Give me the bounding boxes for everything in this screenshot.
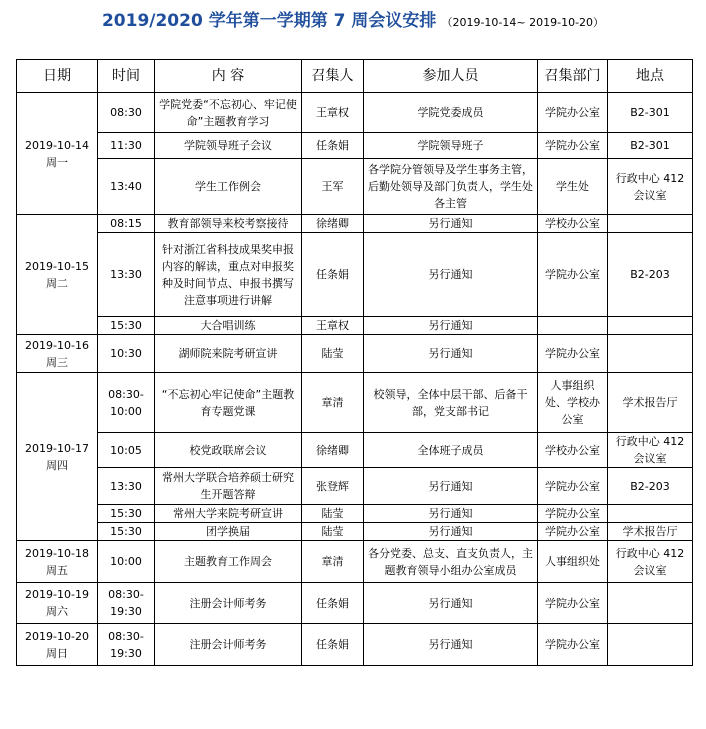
date-text: 2019-10-16 bbox=[25, 338, 89, 352]
convener-cell: 张登辉 bbox=[302, 468, 364, 505]
place-cell: B2-203 bbox=[608, 468, 693, 505]
convener-cell: 章清 bbox=[302, 541, 364, 583]
convener-cell: 任条娟 bbox=[302, 133, 364, 159]
time-cell: 08:30 bbox=[98, 93, 155, 133]
time-cell: 10:00 bbox=[98, 541, 155, 583]
weekday-text: 周五 bbox=[46, 563, 68, 577]
date-cell bbox=[17, 93, 98, 215]
date-cell bbox=[17, 373, 98, 541]
convener-cell: 任条娟 bbox=[302, 583, 364, 624]
time-cell: 08:30-19:30 bbox=[98, 624, 155, 666]
content-cell: 主题教育工作周会 bbox=[155, 541, 302, 583]
date-cell bbox=[17, 541, 98, 583]
department-cell: 人事组织处 bbox=[538, 541, 608, 583]
content-cell: 大合唱训练 bbox=[155, 317, 302, 335]
table-row bbox=[17, 523, 693, 541]
weekday-text: 周四 bbox=[46, 458, 68, 472]
table-row bbox=[17, 233, 693, 317]
attendees-cell: 另行通知 bbox=[364, 233, 538, 317]
attendees-cell: 另行通知 bbox=[364, 215, 538, 233]
table-row bbox=[17, 583, 693, 624]
attendees-cell: 另行通知 bbox=[364, 583, 538, 624]
header-place: 地点 bbox=[608, 60, 693, 93]
time-cell: 10:30 bbox=[98, 335, 155, 373]
date-cell bbox=[17, 215, 98, 335]
table-row bbox=[17, 159, 693, 215]
place-cell: B2-301 bbox=[608, 133, 693, 159]
table-row bbox=[17, 133, 693, 159]
time-cell: 11:30 bbox=[98, 133, 155, 159]
table-row bbox=[17, 317, 693, 335]
weekday-text: 周六 bbox=[46, 605, 68, 618]
department-cell: 学校办公室 bbox=[538, 433, 608, 468]
attendees-cell: 校领导，全体中层干部、后备干部，党支部书记 bbox=[364, 373, 538, 433]
time-cell: 15:30 bbox=[98, 523, 155, 541]
convener-cell: 任条娟 bbox=[302, 624, 364, 666]
content-cell: 注册会计师考务 bbox=[155, 624, 302, 666]
convener-cell: 章清 bbox=[302, 373, 364, 433]
table-row bbox=[17, 468, 693, 505]
convener-cell: 陆莹 bbox=[302, 505, 364, 523]
date-cell bbox=[17, 583, 98, 624]
weekday-text: 周二 bbox=[46, 276, 68, 290]
place-cell: 学术报告厅 bbox=[608, 523, 693, 541]
place-cell: B2-203 bbox=[608, 233, 693, 317]
header-date: 日期 bbox=[17, 60, 98, 93]
convener-cell: 王章权 bbox=[302, 93, 364, 133]
date-text: 2019-10-20 bbox=[25, 629, 89, 643]
time-cell: 15:30 bbox=[98, 317, 155, 335]
time-cell: 08:30-10:00 bbox=[98, 373, 155, 433]
place-cell bbox=[608, 505, 693, 523]
table-row bbox=[17, 335, 693, 373]
content-cell: 针对浙江省科技成果奖申报内容的解读，重点对申报奖种及时间节点、申报书撰写注意事项进行讲解 bbox=[155, 233, 302, 317]
table-row bbox=[17, 373, 693, 433]
place-cell: B2-301 bbox=[608, 93, 693, 133]
content-cell: 校党政联席会议 bbox=[155, 433, 302, 468]
time-cell: 15:30 bbox=[98, 505, 155, 523]
department-cell: 学院办公室 bbox=[538, 93, 608, 133]
content-cell: 注册会计师考务 bbox=[155, 583, 302, 624]
table-row bbox=[17, 215, 693, 233]
time-cell: 08:15 bbox=[98, 215, 155, 233]
time-cell: 10:05 bbox=[98, 433, 155, 468]
convener-cell: 陆莹 bbox=[302, 335, 364, 373]
content-cell: 教育部领导来校考察接待 bbox=[155, 215, 302, 233]
department-cell: 学院办公室 bbox=[538, 233, 608, 317]
header-department: 召集部门 bbox=[538, 60, 608, 93]
convener-cell: 任条娟 bbox=[302, 233, 364, 317]
department-cell: 学院办公室 bbox=[538, 505, 608, 523]
department-cell: 学院办公室 bbox=[538, 624, 608, 666]
place-cell: 学术报告厅 bbox=[608, 373, 693, 433]
time-cell: 13:30 bbox=[98, 233, 155, 317]
attendees-cell: 另行通知 bbox=[364, 505, 538, 523]
date-text: 2019-10-17 bbox=[25, 441, 89, 455]
content-cell: 常州大学来院考研宣讲 bbox=[155, 505, 302, 523]
date-cell bbox=[17, 335, 98, 373]
table-row bbox=[17, 93, 693, 133]
attendees-cell: 各学院分管领导及学生事务主管，后勤处领导及部门负责人，学生处各主管 bbox=[364, 159, 538, 215]
schedule-body bbox=[17, 93, 693, 666]
table-row bbox=[17, 541, 693, 583]
header-content: 内 容 bbox=[155, 60, 302, 93]
department-cell: 学院办公室 bbox=[538, 468, 608, 505]
attendees-cell: 另行通知 bbox=[364, 468, 538, 505]
department-cell: 学生处 bbox=[538, 159, 608, 215]
attendees-cell: 另行通知 bbox=[364, 624, 538, 666]
attendees-cell: 各分党委、总支、直支负责人，主题教育领导小组办公室成员 bbox=[364, 541, 538, 583]
date-text: 2019-10-15 bbox=[25, 259, 89, 273]
title-main: 2019/2020 学年第一学期第 7 周会议安排 bbox=[101, 11, 437, 31]
meeting-schedule-table bbox=[16, 59, 693, 666]
title-date-range: （2019-10-14~ 2019-10-20） bbox=[441, 16, 605, 29]
attendees-cell: 另行通知 bbox=[364, 317, 538, 335]
content-cell: 学院领导班子会议 bbox=[155, 133, 302, 159]
attendees-cell: 另行通知 bbox=[364, 523, 538, 541]
place-cell bbox=[608, 624, 693, 666]
content-cell: 学生工作例会 bbox=[155, 159, 302, 215]
time-cell: 13:40 bbox=[98, 159, 155, 215]
content-cell: “不忘初心牢记使命”主题教育专题党课 bbox=[155, 373, 302, 433]
header-time: 时间 bbox=[98, 60, 155, 93]
place-cell bbox=[608, 215, 693, 233]
content-cell: 团学换届 bbox=[155, 523, 302, 541]
department-cell: 学院办公室 bbox=[538, 133, 608, 159]
header-row bbox=[17, 60, 693, 93]
table-row bbox=[17, 505, 693, 523]
attendees-cell: 学院党委成员 bbox=[364, 93, 538, 133]
header-attendees: 参加人员 bbox=[364, 60, 538, 93]
time-cell: 13:30 bbox=[98, 468, 155, 505]
place-cell bbox=[608, 583, 693, 624]
table-row bbox=[17, 433, 693, 468]
attendees-cell: 全体班子成员 bbox=[364, 433, 538, 468]
content-cell: 常州大学联合培养硕士研究生开题答辩 bbox=[155, 468, 302, 505]
department-cell: 学院办公室 bbox=[538, 583, 608, 624]
place-cell: 行政中心 412 会议室 bbox=[608, 159, 693, 215]
date-text: 2019-10-14 bbox=[25, 138, 89, 152]
table-row bbox=[17, 624, 693, 666]
weekday-text: 周三 bbox=[46, 355, 68, 369]
content-cell: 湖师院来院考研宣讲 bbox=[155, 335, 302, 373]
convener-cell: 王军 bbox=[302, 159, 364, 215]
header-convener: 召集人 bbox=[302, 60, 364, 93]
weekday-text: 周日 bbox=[46, 646, 68, 660]
content-cell: 学院党委“不忘初心、牢记使命”主题教育学习 bbox=[155, 93, 302, 133]
date-text: 2019-10-19 bbox=[25, 588, 89, 601]
attendees-cell: 学院领导班子 bbox=[364, 133, 538, 159]
place-cell bbox=[608, 335, 693, 373]
convener-cell: 陆莹 bbox=[302, 523, 364, 541]
convener-cell: 徐绪卿 bbox=[302, 433, 364, 468]
convener-cell: 徐绪卿 bbox=[302, 215, 364, 233]
convener-cell: 王章权 bbox=[302, 317, 364, 335]
department-cell: 学校办公室 bbox=[538, 215, 608, 233]
department-cell: 学院办公室 bbox=[538, 523, 608, 541]
page-title bbox=[0, 6, 706, 31]
department-cell: 学院办公室 bbox=[538, 335, 608, 373]
date-cell bbox=[17, 624, 98, 666]
time-cell: 08:30-19:30 bbox=[98, 583, 155, 624]
place-cell: 行政中心 412 会议室 bbox=[608, 433, 693, 468]
department-cell bbox=[538, 317, 608, 335]
weekday-text: 周一 bbox=[46, 155, 68, 169]
department-cell: 人事组织处、学校办公室 bbox=[538, 373, 608, 433]
place-cell: 行政中心 412 会议室 bbox=[608, 541, 693, 583]
date-text: 2019-10-18 bbox=[25, 546, 89, 560]
attendees-cell: 另行通知 bbox=[364, 335, 538, 373]
place-cell bbox=[608, 317, 693, 335]
